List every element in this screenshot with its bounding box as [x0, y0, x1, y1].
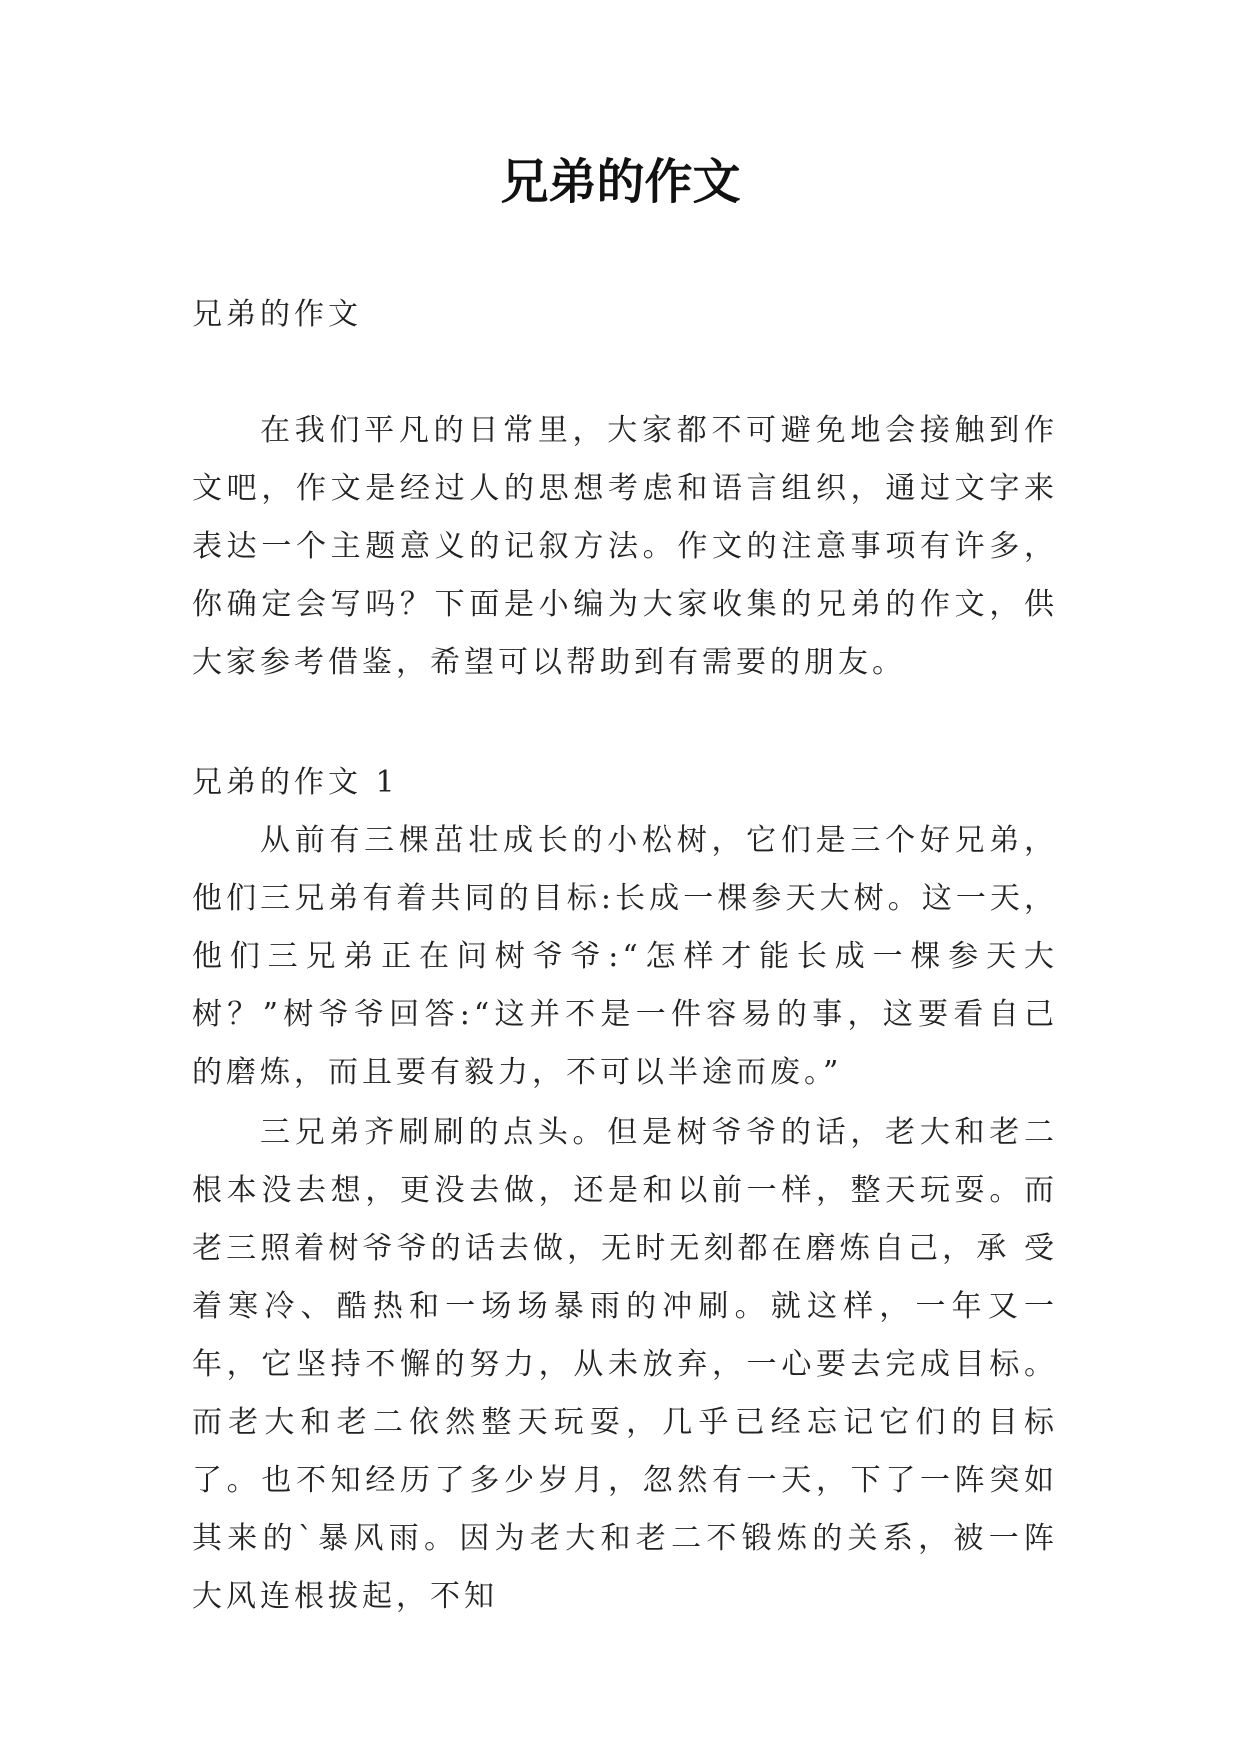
section-heading: 兄弟的作文 1: [192, 765, 399, 800]
document-subtitle: 兄弟的作文: [192, 297, 362, 332]
intro-paragraph: 在我们平凡的日常里，大家都不可避免地会接触到作文吧，作文是经过人的思想考虑和语言组织，通过文字来表达一个主题意义的记叙方法。作文的注意事项有许多，你确定会写吗？下面是小编为大家收集的兄弟的作文，供大家参考借鉴，希望可以帮助到有需要的朋友。: [192, 413, 1058, 680]
document-title: 兄弟的作文: [500, 154, 741, 210]
body-paragraph: 三兄弟齐刷刷的点头。但是树爷爷的话，老大和老二根本没去想，更没去做，还是和以前一样，整天玩耍。而老三照着树爷爷的话去做，无时无刻都在磨炼自己，承 受着寒冷、酷热和一场场暴雨的冲刷。就这样，一年又一年，它坚持不懈的努力，从未放弃，一心要去完成目标。而老大和老二依然整天玩耍，几乎已经忘记它们的目标了。也不知经历了多少岁月，忽然有一天，下了一阵突如其来的`暴风雨。因为老大和老二不锻炼的关系，被一阵大风连根拔起，不知: [192, 1115, 1058, 1614]
body-paragraph: 从前有三棵茁壮成长的小松树，它们是三个好兄弟，他们三兄弟有着共同的目标:长成一棵参天大树。这一天，他们三兄弟正在问树爷爷:“怎样才能长成一棵参天大树？”树爷爷回答:“这并不是一件容易的事，这要看自己的磨炼，而且要有毅力，不可以半途而废。”: [192, 823, 1058, 1090]
